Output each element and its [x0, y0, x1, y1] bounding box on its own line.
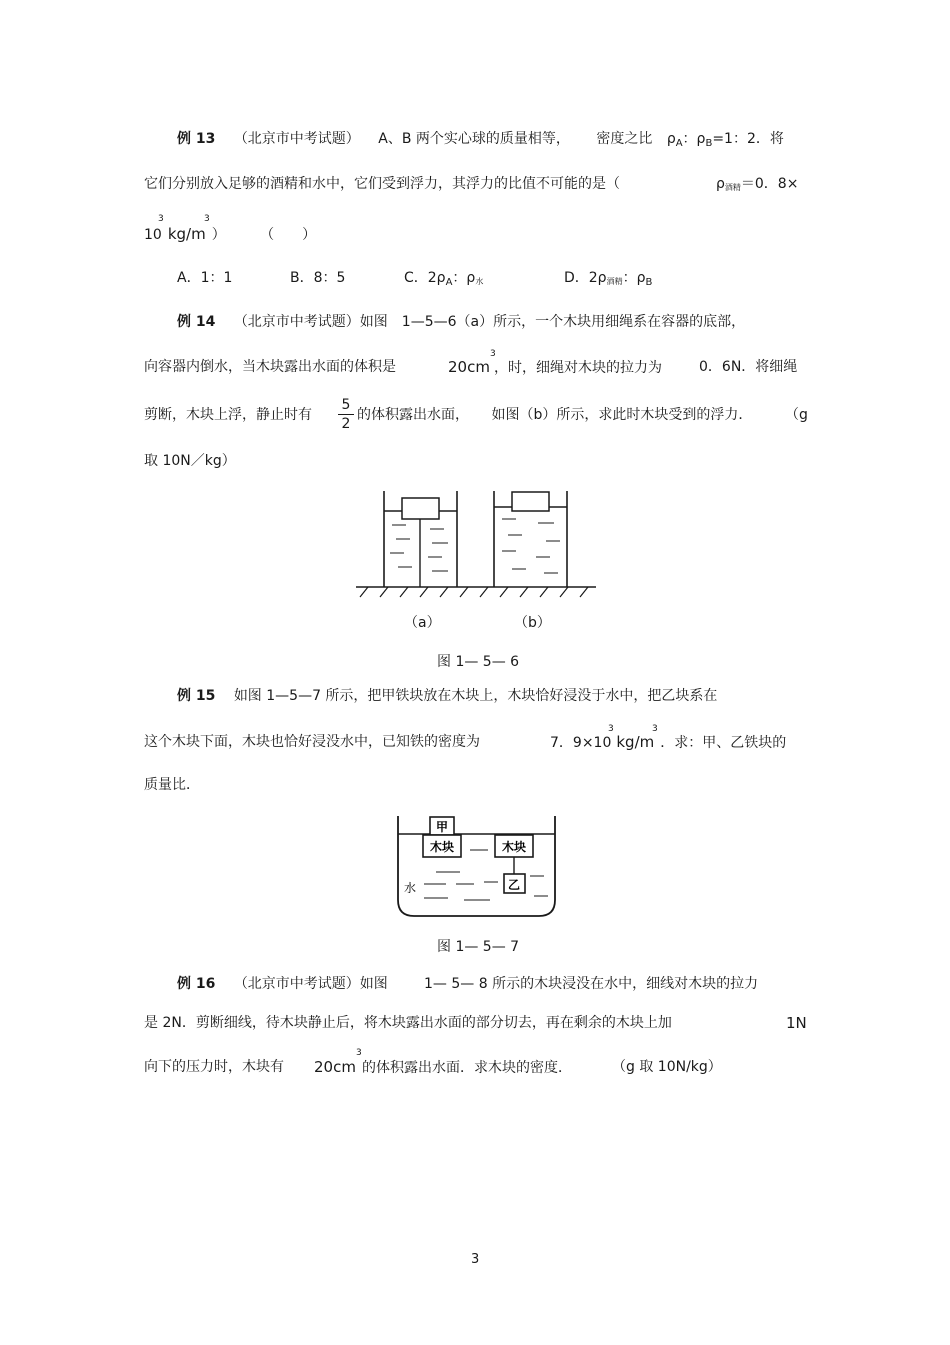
ex13-rho-b: ρ: [696, 131, 706, 147]
ex14-line3-g: [785, 405, 808, 425]
ex16-line1: [177, 974, 388, 994]
ex15-line2-unit-exp: 3: [652, 724, 658, 734]
ex16-line2-force: [786, 1013, 807, 1034]
ex16-label: 例 16: [177, 976, 216, 992]
ex13-line2: [144, 174, 620, 194]
ex16-line2: [144, 1013, 672, 1033]
ex13-options: [177, 268, 232, 288]
ex13-text-b: 密度之比: [596, 131, 653, 147]
ex16-line2-a: 是 2N．剪断细线，待木块静止后，将木块露出水面的部分切去，再在剩余的木块上加: [144, 1015, 672, 1031]
ex14-fraction: [338, 396, 354, 433]
ex13-line3-exp: 3: [158, 214, 164, 224]
wood-block-a: [402, 498, 439, 519]
ex13-text-c: =1：2．将: [712, 131, 784, 147]
ex13-option-c-wrap: [404, 268, 483, 290]
ex15-line2-a: 这个木块下面，木块也恰好浸没水中，已知铁的密度为: [144, 734, 480, 750]
ex16-line3: [144, 1057, 284, 1077]
ex14-frac-den: 2: [341, 416, 351, 432]
ex14-line3-c: 如图（b）所示，求此时木块受到的浮力．: [491, 407, 753, 423]
ex16-line1-a: （北京市中考试题）如图: [233, 976, 388, 992]
ex13-line3-num: 10: [144, 227, 162, 243]
ex13-line2-density: [716, 174, 798, 196]
ex16-line2-b: 1N: [786, 1014, 807, 1032]
ex13-option-a: A．1：1: [177, 270, 233, 286]
ex13-option-d-sub-b: B: [645, 277, 653, 288]
ex13-sub-b: B: [705, 138, 713, 149]
figure-1-5-6: [352, 487, 602, 607]
ex13-line1: [177, 129, 784, 151]
fig-1-5-6-label-a: （a）: [404, 615, 441, 631]
ex15-line2-value: [550, 732, 786, 753]
fig-yi-label: 乙: [507, 878, 521, 892]
fig-1-5-6-caption: 图 1— 5— 6: [437, 654, 520, 670]
fig-1-5-6-label-b: （b）: [514, 615, 551, 631]
ex16-line3-b: 的体积露出水面．求木块的密度．: [361, 1060, 572, 1076]
ex16-line1-rest: [424, 974, 758, 994]
ex14-line3: [144, 405, 312, 425]
ex15-line2-b: ．求：甲、乙铁块的: [660, 735, 787, 751]
ex13-option-c-sub-a: A: [445, 277, 453, 288]
ex14-line4: [144, 451, 236, 471]
ex13-option-d-sub: 酒精: [606, 277, 623, 286]
page-number: 3: [471, 1252, 480, 1267]
ex13-line2-val: ＝0．8×: [740, 176, 799, 192]
ex14-line3-b: 的体积露出水面，: [357, 407, 469, 423]
ex15-line3-text: 质量比．: [144, 777, 200, 793]
ex14-line1: [177, 312, 745, 332]
ex14-line2-tail: [699, 357, 797, 377]
ex14-line3-a: 剪断，木块上浮，静止时有: [144, 407, 312, 423]
ex16-line3-a: 向下的压力时，木块有: [144, 1059, 284, 1075]
ex15-line3: [144, 775, 200, 795]
ex14-line2-c: 0．6N．将细绳: [699, 359, 798, 375]
ex14-line2-value: [448, 357, 662, 378]
ex15-label: 例 15: [177, 688, 216, 704]
ex13-option-c-mid: ：ρ: [452, 270, 476, 286]
wood-block-b: [512, 492, 549, 511]
ex13-option-d-wrap: [564, 268, 652, 290]
ex13-line3-unit: kg/m: [167, 225, 206, 243]
ex13-colon: ：: [682, 131, 697, 147]
ex13-label: 例 13: [177, 131, 216, 147]
fig-jia-label: 甲: [435, 820, 449, 834]
fig-mukuai1-label: 木块: [429, 840, 455, 854]
ex13-option-b: B．8：5: [290, 270, 346, 286]
ex13-option-b-wrap: [290, 268, 345, 288]
ex13-line3: [144, 224, 316, 245]
ex15-line1-text: 如图 1—5—7 所示，把甲铁块放在木块上，木块恰好浸没于水中，把乙块系在: [233, 688, 718, 704]
ex13-line3-close: ）: [211, 227, 226, 243]
ex13-option-c: C．2ρ: [404, 270, 446, 286]
ex14-line2: [144, 357, 396, 377]
ex13-sub-a: A: [675, 138, 683, 149]
ex14-frac-num: 5: [341, 397, 351, 413]
ex14-line2-val: 20cm: [448, 358, 490, 376]
ex13-source: （北京市中考试题）: [233, 131, 360, 147]
ex13-rho-a: ρ: [666, 131, 676, 147]
ex13-option-c-sub-water: 水: [475, 277, 484, 286]
ex15-line2: [144, 732, 480, 752]
ex14-label: 例 14: [177, 314, 216, 330]
fig-mukuai2-label: 木块: [501, 840, 527, 854]
ex13-line2-text: 它们分别放入足够的酒精和水中，它们受到浮力，其浮力的比值不可能的是（: [144, 176, 620, 192]
fig-water-label: 水: [403, 881, 417, 895]
fig-1-5-7-caption: 图 1— 5— 7: [437, 939, 520, 955]
ex14-line3-d: （g: [785, 407, 808, 423]
ex16-line3-c: （g 取 10N/kg）: [612, 1059, 722, 1075]
figure-1-5-7: [394, 814, 559, 919]
ex14-line1-text: （北京市中考试题）如图 1—5—6（a）所示，一个木块用细绳系在容器的底部，: [233, 314, 746, 330]
ex16-line1-b: 1— 5— 8 所示的木块浸没在水中，细线对木块的拉力: [424, 976, 759, 992]
ex16-line3-g: [612, 1057, 722, 1077]
ex15-line2-exp: 3: [608, 724, 614, 734]
ex16-line3-exp: 3: [356, 1048, 362, 1058]
ex13-line2-sub: 酒精: [724, 183, 741, 192]
ex14-line2-b: ，时，细绳对木块的拉力为: [493, 360, 662, 376]
ex16-line3-value: [314, 1057, 572, 1078]
water-container: [398, 816, 555, 916]
ex13-line3-unit-exp: 3: [204, 214, 210, 224]
ex15-line2-unit: kg/m: [616, 733, 655, 751]
ex16-line3-val: 20cm: [314, 1058, 356, 1076]
ex13-text-a: A、B 两个实心球的质量相等，: [378, 131, 570, 147]
ex13-option-d-mid: ：ρ: [622, 270, 646, 286]
ex13-line2-rho: ρ: [716, 176, 725, 192]
ex14-line4-text: 取 10N／kg）: [144, 453, 236, 469]
ex14-line2-a: 向容器内倒水，当木块露出水面的体积是: [144, 359, 396, 375]
ex15-line2-val: 7．9×10: [550, 735, 612, 751]
ex15-line1: [177, 686, 717, 706]
ex14-line2-exp: 3: [490, 349, 496, 359]
ex13-option-d: D．2ρ: [564, 270, 607, 286]
ex13-answer-blank: （ ）: [260, 227, 317, 243]
ex14-line3-rest: [357, 405, 752, 425]
